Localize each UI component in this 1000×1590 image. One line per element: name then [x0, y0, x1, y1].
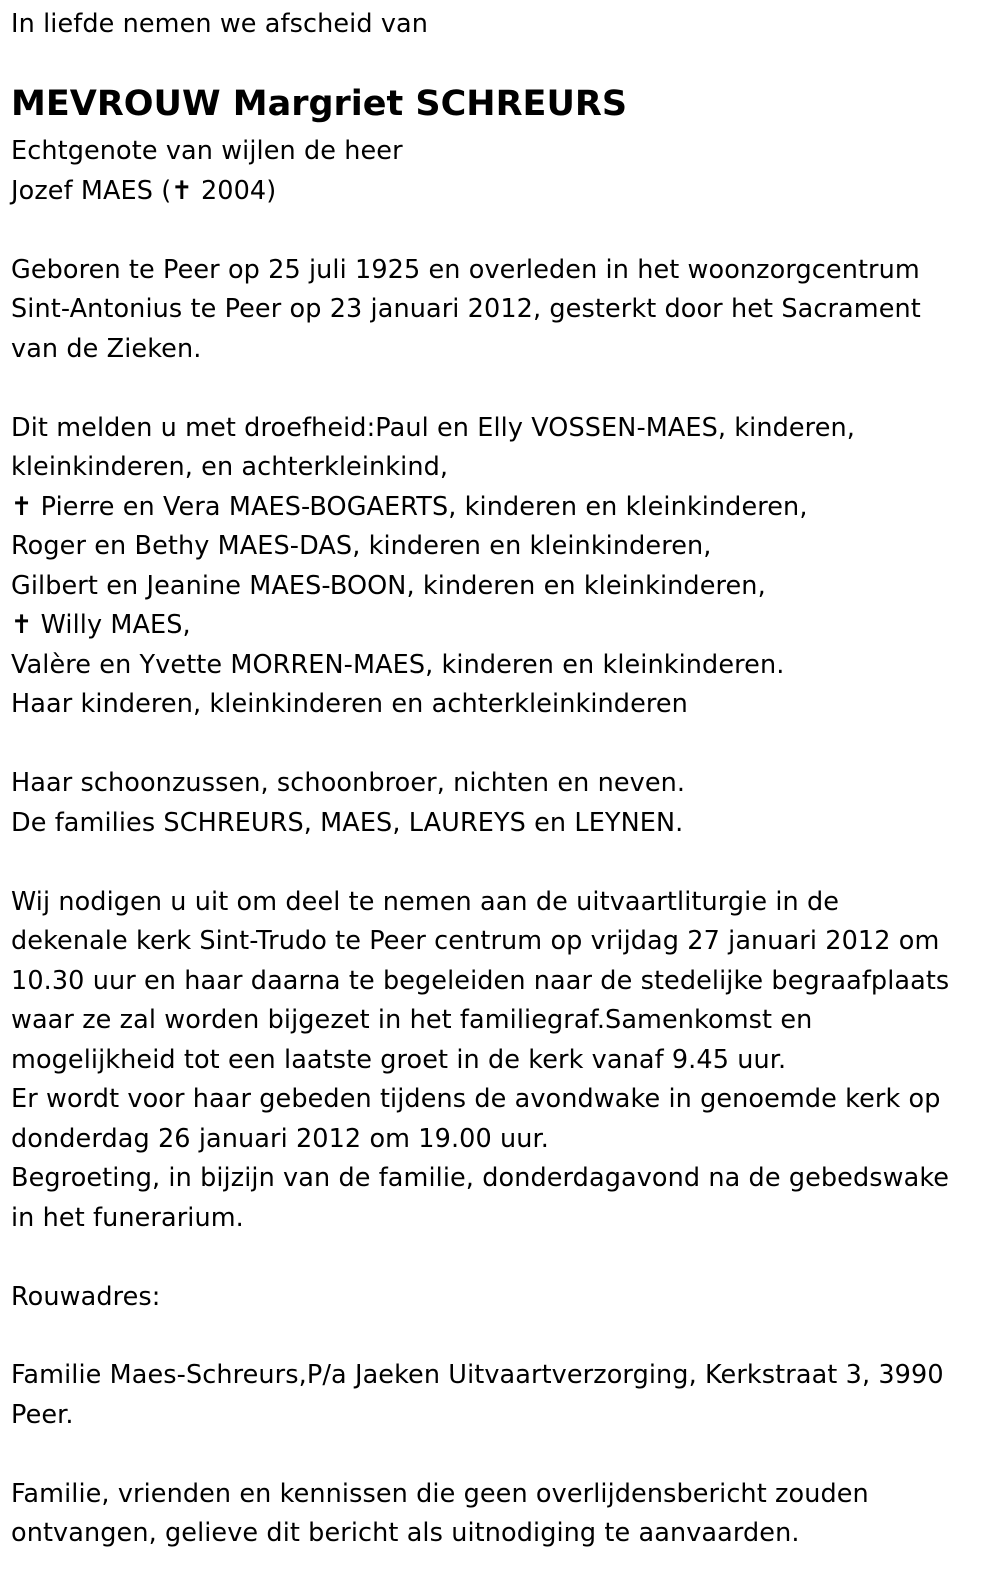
birth-death-line-1: Geboren te Peer op 25 juli 1925 en overleden in het woonzorgcentrum — [11, 254, 920, 285]
ceremony-line-3: 10.30 uur en haar daarna te begeleiden naar de stedelijke begraafplaats — [11, 965, 950, 996]
deceased-name: MEVROUW Margriet SCHREURS — [11, 84, 628, 124]
family-line-2: kleinkinderen, en achterkleinkind, — [11, 452, 449, 482]
intro-text: In liefde nemen we afscheid van — [11, 9, 429, 39]
ceremony-line-5: mogelijkheid tot een laatste groet in de kerk vanaf 9.45 uur. — [11, 1044, 787, 1075]
spouse-line-2: Jozef MAES (✝ 2004) — [11, 175, 277, 206]
ceremony-line-4: waar ze zal worden bijgezet in het familiegraf.Samenkomst en — [11, 1005, 813, 1035]
family-line-1: Dit melden u met droefheid:Paul en Elly VOSSEN-MAES, kinderen, — [11, 412, 855, 443]
closing-line-2: ontvangen, gelieve dit bericht als uitnodiging te aanvaarden. — [11, 1518, 800, 1548]
family-line-7: Valère en Yvette MORREN-MAES, kinderen en kleinkinderen. — [11, 649, 785, 680]
relatives-line-2: De families SCHREURS, MAES, LAUREYS en LEYNEN. — [11, 807, 684, 838]
spouse-line-1: Echtgenote van wijlen de heer — [11, 136, 403, 166]
address-line-2: Peer. — [11, 1399, 74, 1430]
family-line-6: ✝ Willy MAES, — [11, 610, 191, 640]
ceremony-line-2: dekenale kerk Sint-Trudo te Peer centrum op vrijdag 27 januari 2012 om — [11, 926, 940, 956]
ceremony-line-8: Begroeting, in bijzijn van de familie, donderdagavond na de gebedswake — [11, 1163, 950, 1193]
relatives-line-1: Haar schoonzussen, schoonbroer, nichten en neven. — [11, 768, 686, 798]
ceremony-line-6: Er wordt voor haar gebeden tijdens de avondwake in genoemde kerk op — [11, 1084, 941, 1114]
birth-death-line-2: Sint-Antonius te Peer op 23 januari 2012, gesterkt door het Sacrament — [11, 294, 921, 324]
family-line-5: Gilbert en Jeanine MAES-BOON, kinderen en kleinkinderen, — [11, 570, 766, 601]
ceremony-line-9: in het funerarium. — [11, 1202, 244, 1233]
family-line-4: Roger en Bethy MAES-DAS, kinderen en kleinkinderen, — [11, 531, 712, 561]
family-line-8: Haar kinderen, kleinkinderen en achterkleinkinderen — [11, 689, 688, 719]
ceremony-line-1: Wij nodigen u uit om deel te nemen aan de uitvaartliturgie in de — [11, 886, 840, 917]
birth-death-line-3: van de Zieken. — [11, 333, 202, 364]
address-line-1: Familie Maes-Schreurs,P/a Jaeken Uitvaartverzorging, Kerkstraat 3, 3990 — [11, 1360, 944, 1390]
address-label: Rouwadres: — [11, 1281, 161, 1312]
ceremony-line-7: donderdag 26 januari 2012 om 19.00 uur. — [11, 1123, 549, 1154]
closing-line-1: Familie, vrienden en kennissen die geen overlijdensbericht zouden — [11, 1478, 869, 1509]
family-line-3: ✝ Pierre en Vera MAES-BOGAERTS, kinderen en kleinkinderen, — [11, 491, 808, 522]
